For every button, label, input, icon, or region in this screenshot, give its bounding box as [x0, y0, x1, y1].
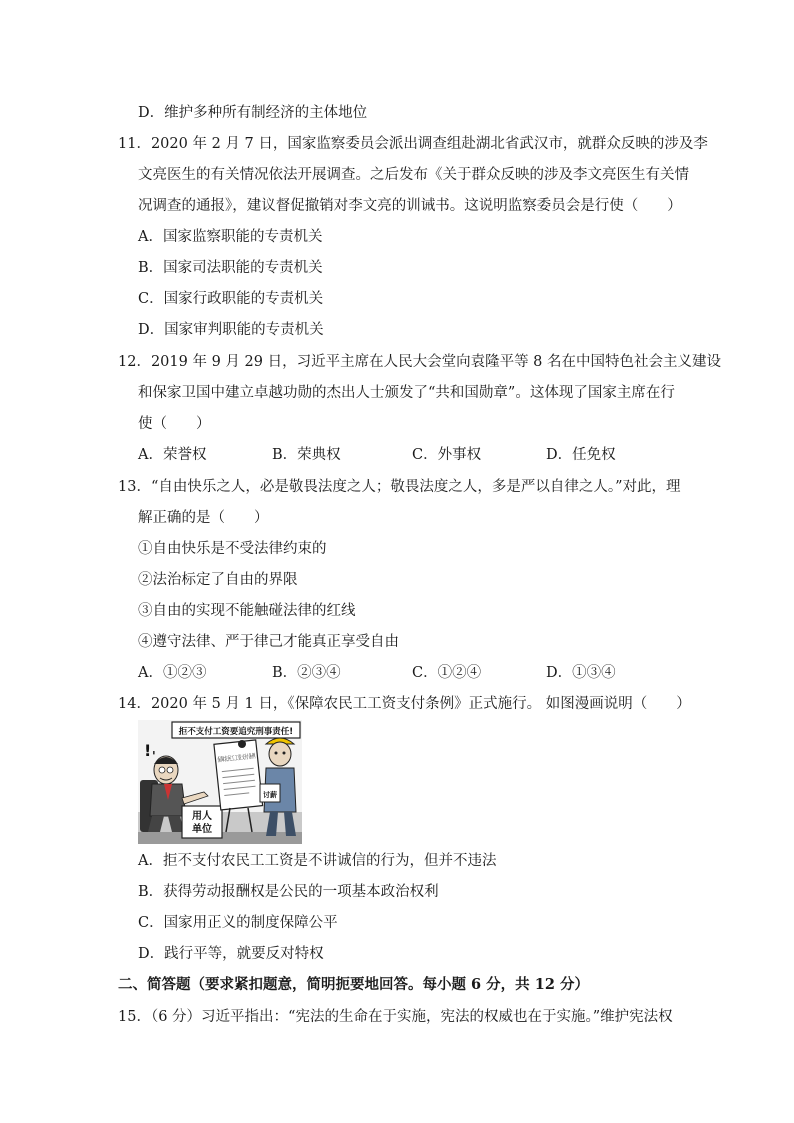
comic-document-title: 保障农民工工资支付条例	[217, 748, 290, 764]
q15-stem-line-1: 15．（6 分）习近平指出：“宪法的生命在于实施，宪法的权威也在于实施。”维护宪法权	[118, 1009, 673, 1025]
q12-option-d: D．任免权	[546, 447, 616, 463]
q10-option-d: D．维护多种所有制经济的主体地位	[138, 105, 368, 121]
q14-option-a: A．拒不支付农民工工资是不讲诚信的行为，但并不违法	[138, 853, 497, 869]
q11-option-a: A．国家监察职能的专责机关	[138, 229, 323, 245]
q13-stem-line-1: 13．“自由快乐之人，必是敬畏法度之人；敬畏法度之人，多是严以自律之人。”对此，理	[118, 479, 681, 495]
q13-statement-1: ①自由快乐是不受法律约束的	[138, 541, 327, 557]
q12-option-b: B．荣典权	[272, 447, 341, 463]
q11-stem-line-2: 文亮医生的有关情况依法开展调查。之后发布《关于群众反映的涉及李文亮医生有关情	[138, 167, 689, 183]
comic-worker-sign: 讨薪	[263, 791, 277, 799]
q14-option-b: B．获得劳动报酬权是公民的一项基本政治权利	[138, 884, 439, 900]
q13-stem-line-2: 解正确的是（ ）	[138, 510, 269, 526]
q11-option-c: C．国家行政职能的专责机关	[138, 291, 324, 307]
q12-option-a: A．荣誉权	[138, 447, 207, 463]
q12-stem-line-1: 12．2019 年 9 月 29 日，习近平主席在人民大会堂向袁隆平等 8 名在中国特色社会主义建设	[118, 354, 722, 370]
q12-stem-line-2: 和保家卫国中建立卓越功勋的杰出人士颁发了“共和国勋章”。这体现了国家主席在行	[138, 385, 675, 401]
q13-option-b: B．②③④	[272, 665, 341, 681]
q14-stem-line-1: 14．2020 年 5 月 1 日，《保障农民工工资支付条例》正式施行。 如图漫画说明（ ）	[118, 696, 691, 712]
q11-option-b: B．国家司法职能的专责机关	[138, 260, 323, 276]
section-2-heading: 二、简答题（要求紧扣题意，简明扼要地回答。每小题 6 分，共 12 分）	[118, 976, 589, 993]
q11-option-d: D．国家审判职能的专责机关	[138, 322, 324, 338]
q13-statement-3: ③自由的实现不能触碰法律的红线	[138, 603, 356, 619]
q13-option-d: D．①③④	[546, 665, 616, 681]
q13-option-c: C．①②④	[412, 665, 482, 681]
q13-statement-2: ②法治标定了自由的界限	[138, 572, 298, 588]
q11-stem-line-1: 11．2020 年 2 月 7 日，国家监察委员会派出调查组赴湖北省武汉市，就群众反映的涉及李	[118, 136, 708, 152]
q12-option-c: C．外事权	[412, 447, 482, 463]
comic-desk-label-1: 用人	[192, 811, 212, 822]
q11-stem-line-3: 况调查的通报》，建议督促撤销对李文亮的训诫书。这说明监察委员会是行使（ ）	[138, 198, 682, 214]
q14-option-c: C．国家用正义的制度保障公平	[138, 915, 338, 931]
q14-comic-illustration	[138, 720, 302, 844]
q13-option-a: A．①②③	[138, 665, 207, 681]
comic-desk-label-2: 单位	[192, 824, 212, 835]
q12-stem-line-3: 使（ ）	[138, 416, 211, 432]
q14-option-d: D．践行平等，就要反对特权	[138, 946, 324, 962]
q13-statement-4: ④遵守法律、严于律己才能真正享受自由	[138, 634, 399, 650]
svg-text:': '	[152, 749, 156, 763]
svg-text:!: !	[144, 741, 152, 760]
comic-banner-text: 拒不支付工资要追究刑事责任!	[178, 727, 294, 737]
